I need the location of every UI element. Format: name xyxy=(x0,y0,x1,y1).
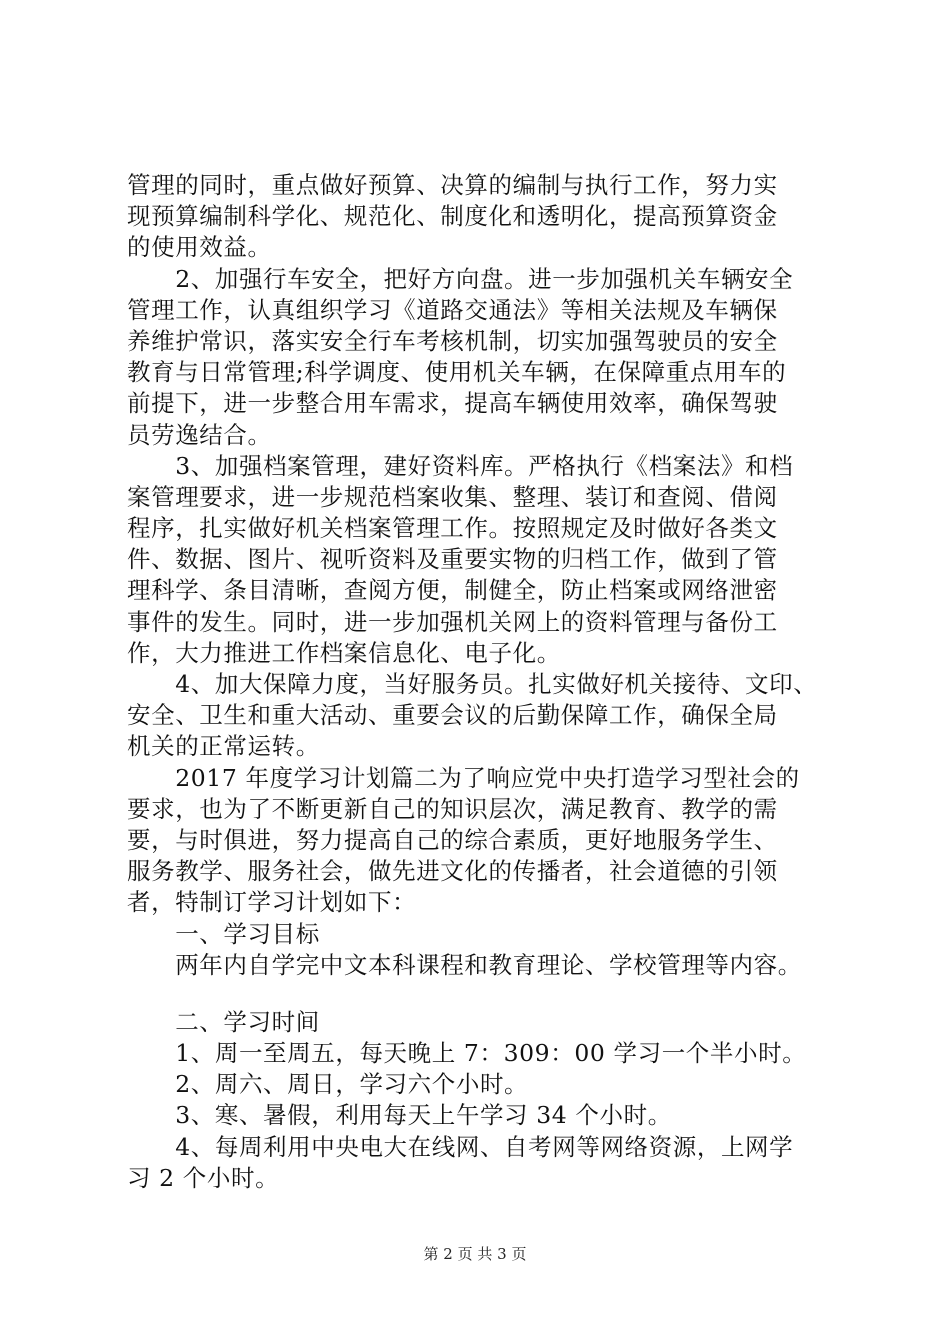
text-line: 管理工作，认真组织学习《道路交通法》等相关法规及车辆保 xyxy=(127,295,778,324)
text-line: 机关的正常运转。 xyxy=(127,732,320,761)
text-line: 一、学习目标 xyxy=(127,919,320,948)
text-line: 二、学习时间 xyxy=(127,1007,320,1036)
text-line: 3、加强档案管理，建好资料库。严格执行《档案法》和档 xyxy=(127,451,794,480)
text-line: 管理的同时，重点做好预算、决算的编制与执行工作，努力实 xyxy=(127,171,778,199)
text-line: 件、数据、图片、视听资料及重要实物的归档工作，做到了管 xyxy=(127,545,778,574)
text-line: 案管理要求，进一步规范档案收集、整理、装订和查阅、借阅 xyxy=(127,482,778,511)
text-line: 者，特制订学习计划如下： xyxy=(127,888,417,917)
text-line: 安全、卫生和重大活动、重要会议的后勤保障工作，确保全局 xyxy=(127,701,778,730)
text-line: 2017 年度学习计划篇二为了响应党中央打造学习型社会的 xyxy=(127,763,800,792)
text-line: 作，大力推进工作档案信息化、电子化。 xyxy=(127,638,561,667)
text-line: 员劳逸结合。 xyxy=(127,420,272,449)
document-body xyxy=(127,170,837,1194)
text-line: 两年内自学完中文本科课程和教育理论、学校管理等内容。 xyxy=(127,950,802,979)
text-line: 3、寒、暑假，利用每天上午学习 34 个小时。 xyxy=(127,1101,672,1130)
text-line: 要，与时俱进，努力提高自己的综合素质，更好地服务学生、 xyxy=(127,825,778,854)
text-line: 前提下，进一步整合用车需求，提高车辆使用效率，确保驾驶 xyxy=(127,389,778,418)
paragraph-gap xyxy=(127,981,837,1007)
text-line: 习 2 个小时。 xyxy=(127,1163,280,1192)
text-line: 2、周六、周日，学习六个小时。 xyxy=(127,1070,529,1099)
text-line: 4、每周利用中央电大在线网、自考网等网络资源，上网学 xyxy=(127,1132,794,1161)
text-line: 程序，扎实做好机关档案管理工作。按照规定及时做好各类文 xyxy=(127,514,778,543)
text-line: 教育与日常管理;科学调度、使用机关车辆，在保障重点用车的 xyxy=(127,358,787,387)
text-line: 事件的发生。同时，进一步加强机关网上的资料管理与备份工 xyxy=(127,607,778,636)
page-footer: 第 2 页 共 3 页 xyxy=(423,1245,527,1263)
text-line: 现预算编制科学化、规范化、制度化和透明化，提高预算资金 xyxy=(127,202,778,231)
text-line: 1、周一至周五，每天晚上 7：309：00 学习一个半小时。 xyxy=(127,1039,807,1068)
text-line: 2、加强行车安全，把好方向盘。进一步加强机关车辆安全 xyxy=(127,264,794,293)
text-line: 要求，也为了不断更新自己的知识层次，满足教育、教学的需 xyxy=(127,794,778,823)
text-line: 的使用效益。 xyxy=(127,233,272,262)
text-line: 服务教学、服务社会，做先进文化的传播者，社会道德的引领 xyxy=(127,857,778,886)
text-line: 养维护常识，落实安全行车考核机制，切实加强驾驶员的安全 xyxy=(127,326,778,355)
text-line: 4、加大保障力度，当好服务员。扎实做好机关接待、文印、 xyxy=(127,670,818,698)
text-line: 理科学、条目清晰，查阅方便，制健全，防止档案或网络泄密 xyxy=(127,576,778,605)
